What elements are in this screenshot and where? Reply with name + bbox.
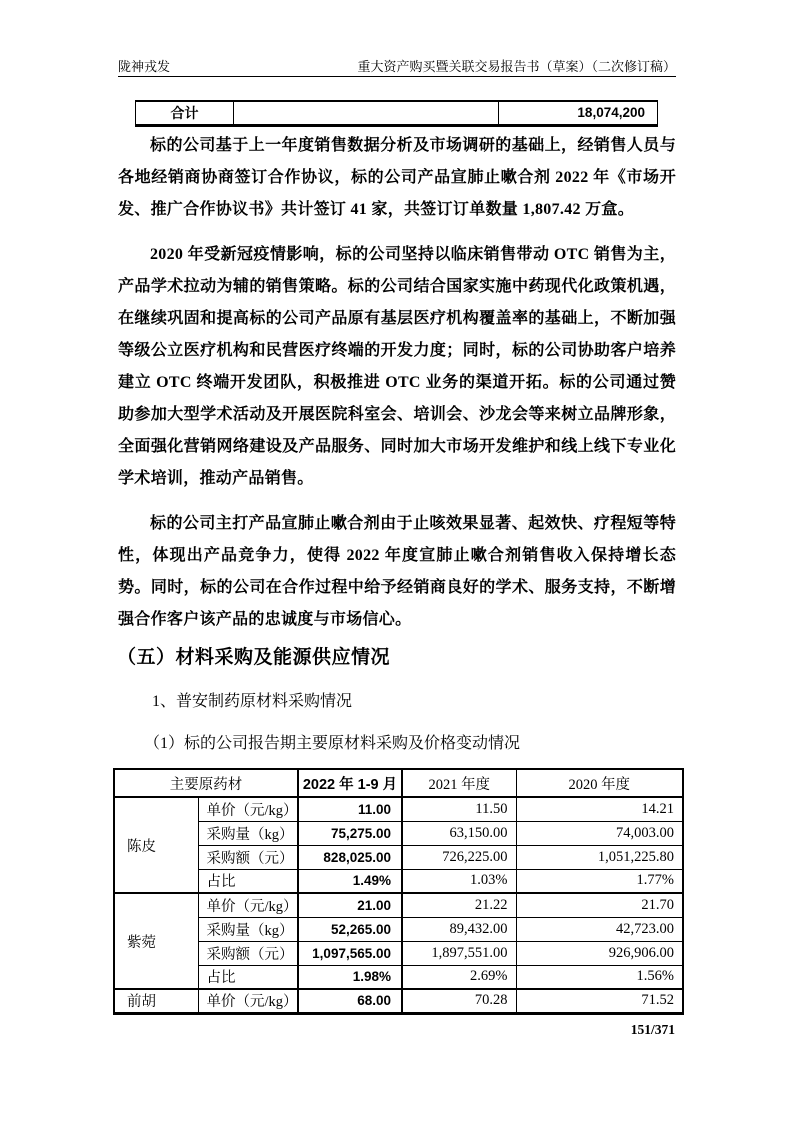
- subsection-heading-1: 1、普安制药原材料采购情况: [152, 693, 353, 710]
- metric-label: 占比: [198, 965, 298, 989]
- table-row: [114, 893, 683, 917]
- value-2022: 75,275.00: [298, 821, 402, 845]
- table-row: [114, 965, 683, 989]
- section-heading: （五）材料采购及能源供应情况: [117, 647, 391, 668]
- value-2020: 21.70: [516, 893, 683, 917]
- value-2020: 1.77%: [516, 869, 683, 893]
- value-2021: 1,897,551.00: [402, 941, 516, 965]
- value-2020: 1.56%: [516, 965, 683, 989]
- column-header-2020: 2020 年度: [516, 769, 683, 797]
- body-text: [118, 130, 676, 649]
- metric-label: 单价（元/kg）: [198, 989, 298, 1013]
- value-2020: 926,906.00: [516, 941, 683, 965]
- metric-label: 采购额（元）: [198, 845, 298, 869]
- table-row: [114, 941, 683, 965]
- paragraph-product-competitiveness: 标的公司主打产品宣肺止嗽合剂由于止咳效果显著、起效快、疗程短等特性，体现出产品竞争力，使得 2022 年度宣肺止嗽合剂销售收入保持增长态势。同时，标的公司在合作过程中给予经销商良好的学术、服务支持，不断增强合作客户该产品的忠诚度与市场信心。: [118, 515, 676, 628]
- value-2021: 70.28: [402, 989, 516, 1013]
- value-2021: 1.03%: [402, 869, 516, 893]
- value-2020: 1,051,225.80: [516, 845, 683, 869]
- value-2022: 1.49%: [298, 869, 402, 893]
- header-rule: [118, 76, 676, 77]
- material-name: 紫菀: [114, 893, 198, 989]
- value-2020: 14.21: [516, 797, 683, 821]
- table-row: [114, 989, 683, 1013]
- material-name: 前胡: [114, 989, 198, 1013]
- table-row: [114, 821, 683, 845]
- value-2022: 52,265.00: [298, 917, 402, 941]
- summary-total-label: 合计: [136, 101, 234, 125]
- metric-label: 单价（元/kg）: [198, 893, 298, 917]
- value-2022: 11.00: [298, 797, 402, 821]
- metric-label: 单价（元/kg）: [198, 797, 298, 821]
- value-2020: 42,723.00: [516, 917, 683, 941]
- value-2021: 726,225.00: [402, 845, 516, 869]
- value-2022: 68.00: [298, 989, 402, 1013]
- value-2022: 828,025.00: [298, 845, 402, 869]
- materials-purchase-table: [113, 768, 684, 1015]
- subsection-heading-2: （1）标的公司报告期主要原材料采购及价格变动情况: [144, 735, 521, 752]
- metric-label: 采购量（kg）: [198, 821, 298, 845]
- table-header-row: [114, 769, 683, 797]
- value-2021: 89,432.00: [402, 917, 516, 941]
- value-2022: 21.00: [298, 893, 402, 917]
- column-header-2021: 2021 年度: [402, 769, 516, 797]
- summary-total-value: 18,074,200: [499, 101, 658, 125]
- table-row: [136, 101, 658, 125]
- table-row: [114, 869, 683, 893]
- metric-label: 采购额（元）: [198, 941, 298, 965]
- paragraph-sales-agreements: 标的公司基于上一年度销售数据分析及市场调研的基础上，经销售人员与各地经销商协商签订合作协议，标的公司产品宣肺止嗽合剂 2022 年《市场开发、推广合作协议书》共计签订 41 家，共签订订单数量 1,807.42 万盒。: [118, 137, 676, 218]
- metric-label: 采购量（kg）: [198, 917, 298, 941]
- column-header-material: 主要原药材: [114, 769, 298, 797]
- table-row: [114, 797, 683, 821]
- value-2022: 1.98%: [298, 965, 402, 989]
- value-2021: 63,150.00: [402, 821, 516, 845]
- material-name: 陈皮: [114, 797, 198, 893]
- value-2021: 11.50: [402, 797, 516, 821]
- value-2020: 74,003.00: [516, 821, 683, 845]
- value-2020: 71.52: [516, 989, 683, 1013]
- table-row: [114, 845, 683, 869]
- header-company-name: 陇神戎发: [118, 59, 171, 74]
- table-row: [114, 917, 683, 941]
- value-2021: 21.22: [402, 893, 516, 917]
- summary-total-table: [135, 100, 658, 127]
- summary-empty-cell: [234, 101, 499, 125]
- column-header-2022: 2022 年 1-9 月: [298, 769, 402, 797]
- header-document-title: 重大资产购买暨关联交易报告书（草案）（二次修订稿）: [357, 59, 676, 74]
- value-2022: 1,097,565.00: [298, 941, 402, 965]
- value-2021: 2.69%: [402, 965, 516, 989]
- paragraph-otc-strategy: 2020 年受新冠疫情影响，标的公司坚持以临床销售带动 OTC 销售为主，产品学术拉动为辅的销售策略。标的公司结合国家实施中药现代化政策机遇，在继续巩固和提高标的公司产品原有基层医疗机构覆盖率的基础上，不断加强等级公立医疗机构和民营医疗终端的开发力度；同时，标的公司协助客户培养建立 OTC 终端开发团队，积极推进 OTC 业务的渠道开拓。标的公司通过赞助参加大型学术活动及开展医院科室会、培训会、沙龙会等来树立品牌形象，全面强化营销网络建设及产品服务、同时加大市场开发维护和线上线下专业化学术培训，推动产品销售。: [118, 246, 676, 487]
- metric-label: 占比: [198, 869, 298, 893]
- page-number: 151/371: [630, 1022, 675, 1037]
